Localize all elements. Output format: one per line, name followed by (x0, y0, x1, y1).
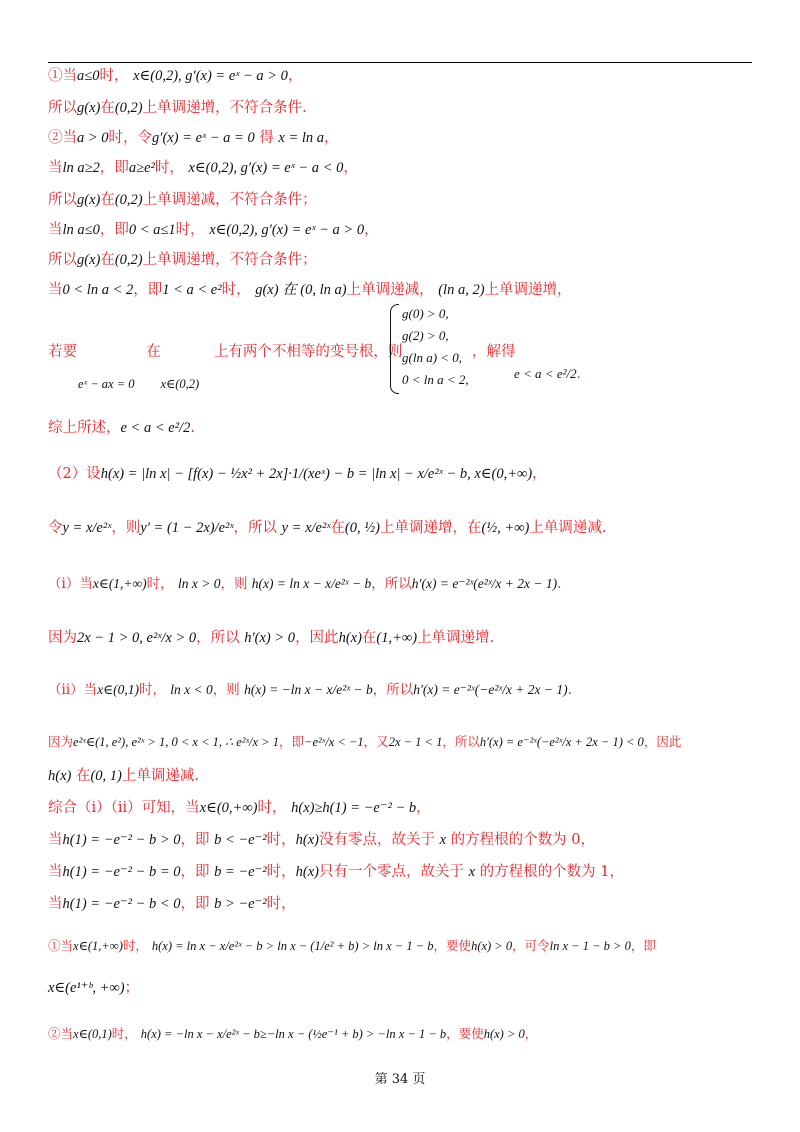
math: (0, 1) (90, 768, 122, 784)
math: h(x)≥h(1) = −e⁻² − b (291, 800, 417, 816)
text: 在 (146, 344, 161, 360)
math: a≥e² (128, 160, 155, 176)
math: x = ln a (278, 130, 325, 146)
text: 所以 (48, 252, 77, 268)
text: 当 (48, 864, 63, 880)
math: b < −e⁻² (214, 832, 267, 848)
math: x∈(0,2), g′(x) = eˣ − a < 0 (188, 160, 344, 176)
case-c1b-line (48, 978, 752, 998)
text-line-3 (48, 128, 752, 148)
text: ，即 (180, 832, 210, 848)
text: 时， (257, 800, 287, 816)
text: 时， (266, 832, 296, 848)
math: h(x) = |ln x| − [f(x) − ½x² + 2x]·1/(xeˣ) − b = |ln x| − x/e²ˣ − b, x∈(0,+∞) (100, 466, 533, 482)
text: 综合（ⅰ）（ⅱ）可知，当 (48, 800, 200, 816)
text: 上单调递减. (529, 520, 607, 536)
text: （ⅱ）当 (48, 682, 98, 698)
ifneed-subline (78, 374, 278, 394)
case-c2-line (48, 1024, 752, 1044)
case1-line (48, 574, 752, 594)
text-line-7 (48, 250, 752, 270)
when3-line (48, 894, 752, 914)
math: 0 < a≤1 (128, 222, 176, 238)
text: 得 (259, 130, 274, 146)
text: 所以 (48, 192, 77, 208)
text: 只有一个零点，故关于 (318, 864, 464, 880)
text: 时， (111, 1026, 137, 1041)
math: g′(x) = eˣ − a = 0 (152, 130, 255, 146)
math: x∈(1,+∞) (73, 939, 123, 953)
math: h′(x) = e⁻²ˣ(−e²ˣ/x + 2x − 1) (413, 682, 568, 697)
text: 没有零点，故关于 (318, 832, 435, 848)
text: ，即 (133, 282, 163, 298)
ifneed-line (48, 342, 752, 362)
text: ，即 (279, 734, 305, 749)
math: h′(x) = e⁻²ˣ(−e²ˣ/x + 2x − 1) < 0 (479, 735, 644, 749)
text: 综上所述， (48, 420, 121, 436)
math: 1 < a < e² (162, 282, 222, 298)
case2-line (48, 680, 752, 700)
math: h(x) (295, 864, 319, 880)
math: (0, ½) (344, 520, 380, 536)
text: 的方程根的个数为 1， (479, 864, 624, 880)
text: 上单调递减， (346, 282, 434, 298)
math: g(x) 在 (0, ln a) (255, 282, 347, 298)
equation: eˣ − ax = 0 (78, 377, 135, 391)
math: g(x) (77, 192, 101, 208)
math: (0,2) (114, 100, 143, 116)
text: 令 (48, 520, 63, 536)
math: x∈(0,+∞) (199, 800, 258, 816)
math: a > 0 (77, 130, 109, 146)
text: 当 (48, 160, 63, 176)
math: x∈(0,1) (73, 1027, 112, 1041)
text: ②当 (48, 130, 77, 146)
text: 时， (146, 576, 174, 592)
math: h(x) = ln x − x/e²ˣ − b (251, 576, 372, 591)
text: ； (124, 980, 140, 996)
text: ，即 (180, 896, 210, 912)
text: 上单调递减. (121, 768, 199, 784)
because2-line (48, 732, 752, 752)
when2-line (48, 862, 752, 882)
case-c1-line (48, 936, 752, 956)
let-line (48, 518, 752, 538)
text: ①当 (48, 68, 77, 84)
text: 时， (221, 282, 251, 298)
system-condition: g(2) > 0, (402, 328, 449, 343)
math: h′(x) = e⁻²ˣ(e²ˣ/x + 2x − 1) (411, 576, 558, 591)
text: ， (343, 160, 358, 176)
text: ，又 (363, 734, 389, 749)
text: ， (532, 466, 547, 482)
math: x (468, 864, 475, 880)
text: 在 (75, 768, 91, 784)
text: 的方程根的个数为 0， (450, 832, 595, 848)
summary-line (48, 418, 752, 438)
text: ①当 (48, 938, 74, 953)
text: ，即 (180, 864, 210, 880)
text: ，因此 (643, 734, 682, 749)
text: 时，令 (108, 130, 153, 146)
text: ， (416, 800, 431, 816)
result: e < a < e²/2 (514, 366, 577, 381)
math: x∈(e¹⁺ᵇ, +∞) (48, 980, 125, 996)
math: 0 < ln a < 2 (62, 282, 134, 298)
ifneed-result (514, 364, 634, 385)
text: . (557, 576, 562, 592)
page-number: 第 34 页 (374, 1072, 426, 1087)
text: ，所以 (233, 520, 277, 536)
text-line-1 (48, 66, 752, 86)
math: y′ = (1 − 2x)/e²ˣ (140, 520, 234, 536)
text: 时， (99, 68, 129, 84)
text: ， (324, 130, 339, 146)
text: 时， (154, 160, 184, 176)
text: ②当 (48, 1026, 74, 1041)
math: h(x) = −ln x − x/e²ˣ − b≥−ln x − (½e⁻¹ + b) > −ln x − 1 − b (140, 1027, 447, 1041)
math: h(x) (295, 832, 319, 848)
math: h(x) > 0 (471, 939, 513, 953)
math: ln x < 0 (170, 682, 213, 697)
math: (ln a, 2) (438, 282, 485, 298)
math: 2x − 1 > 0, e²ˣ/x > 0 (77, 630, 197, 646)
math: y = x/e²ˣ (281, 520, 331, 536)
text: ，解得 (472, 344, 516, 360)
text: ，要使 (446, 1026, 484, 1041)
text-line-2 (48, 98, 752, 118)
text: ，所以 (372, 682, 414, 698)
math: g(x) (77, 252, 101, 268)
text: . (190, 420, 195, 436)
domain: x∈(0,2) (160, 377, 200, 391)
system-brace (390, 304, 399, 394)
text: ，所以 (371, 576, 412, 592)
text: ， (364, 222, 379, 238)
math: h(1) = −e⁻² − b > 0 (62, 832, 181, 848)
text: 时， (122, 938, 148, 953)
text: 当 (48, 222, 63, 238)
math: b = −e⁻² (214, 864, 267, 880)
text: （ⅰ）当 (48, 576, 93, 592)
math: ln a≥2 (62, 160, 100, 176)
text: （2）设 (48, 466, 101, 482)
header-rule (48, 62, 752, 63)
math: h(1) = −e⁻² − b < 0 (62, 896, 181, 912)
text: 时， (266, 896, 296, 912)
combine-line (48, 798, 752, 818)
math: ln x − 1 − b > 0 (549, 939, 631, 953)
math: h(x) > 0 (483, 1027, 525, 1041)
text: ，则 (220, 576, 248, 592)
text: 在 (330, 520, 345, 536)
math: x∈(1,+∞) (92, 576, 147, 591)
math: ln a≤0 (62, 222, 100, 238)
text: 上单调递增. (417, 630, 495, 646)
text: ，所以 (196, 630, 240, 646)
text: 在 (100, 192, 115, 208)
text: 当 (48, 896, 63, 912)
text: 时， (139, 682, 166, 698)
text: 在 (361, 630, 377, 646)
text: 上单调递增，不符合条件； (142, 252, 317, 268)
math: x∈(0,2), g′(x) = eˣ − a > 0 (209, 222, 365, 238)
math: −e²ˣ/x < −1 (304, 735, 364, 749)
text-line-6 (48, 220, 752, 240)
math: x (439, 832, 446, 848)
text: . (567, 682, 572, 698)
text: 上单调递减，不符合条件； (142, 192, 317, 208)
math: h(1) = −e⁻² − b = 0 (62, 864, 181, 880)
text: ，即 (99, 160, 129, 176)
system-condition: g(ln a) < 0, (402, 350, 463, 365)
text: 因为 (48, 734, 74, 749)
text: ，可令 (512, 938, 550, 953)
math: e < a < e²/2 (120, 420, 191, 436)
because1-line (48, 628, 752, 648)
dec-line (48, 766, 752, 786)
text: ， (287, 68, 303, 84)
text: ，要使 (433, 938, 472, 953)
text: ，所以 (442, 734, 480, 749)
system-condition: g(0) > 0, (402, 306, 449, 321)
text: ，则 (111, 520, 141, 536)
math: h(x) (48, 768, 72, 784)
text: ， (524, 1026, 538, 1041)
text: ，因此 (295, 630, 339, 646)
math: (0,2) (114, 192, 143, 208)
when1-line (48, 830, 752, 850)
math: h(x) (338, 630, 362, 646)
text-line-4 (48, 158, 752, 178)
math: 2x − 1 < 1 (388, 735, 443, 749)
text: 当 (48, 282, 63, 298)
text: 所以 (48, 100, 77, 116)
math: (0,2) (114, 252, 143, 268)
text: 当 (48, 832, 63, 848)
text: ，即 (630, 938, 656, 953)
text: 若要 (48, 344, 77, 360)
text: 因为 (48, 630, 77, 646)
text: 在 (100, 100, 115, 116)
text-line-8 (48, 280, 752, 300)
math: x∈(0,2), g′(x) = eˣ − a > 0 (133, 68, 288, 84)
system-condition: 0 < ln a < 2, (402, 372, 469, 387)
text: . (576, 367, 581, 382)
ifneed-tail (472, 342, 592, 362)
text: ，则 (212, 682, 240, 698)
math: b > −e⁻² (214, 896, 267, 912)
math: h′(x) > 0 (244, 630, 296, 646)
part2-line (48, 464, 752, 484)
math: a≤0 (77, 68, 100, 84)
text: 在 (100, 252, 115, 268)
math: y = x/e²ˣ (62, 520, 112, 536)
math: h(x) = ln x − x/e²ˣ − b > ln x − (1/e² + b) > ln x − 1 − b (151, 939, 434, 953)
math: g(x) (77, 100, 101, 116)
text-line-5 (48, 190, 752, 210)
text: 时， (175, 222, 205, 238)
math: h(x) = −ln x − x/e²ˣ − b (244, 682, 373, 697)
text: 上单调递增， (484, 282, 572, 298)
text: ，即 (99, 222, 129, 238)
text: 上单调递增，不符合条件. (142, 100, 307, 116)
math: (½, +∞) (481, 520, 530, 536)
math: e²ˣ∈(1, e²), e²ˣ > 1, 0 < x < 1, ∴ e²ˣ/x > 1 (73, 735, 279, 749)
text: 上有两个不相等的变号根，则 (213, 344, 403, 360)
math: (1,+∞) (376, 630, 418, 646)
math: x∈(0,1) (97, 682, 139, 697)
text: 上单调递增，在 (379, 520, 482, 536)
text: 时， (266, 864, 296, 880)
math: ln x > 0 (177, 576, 221, 591)
